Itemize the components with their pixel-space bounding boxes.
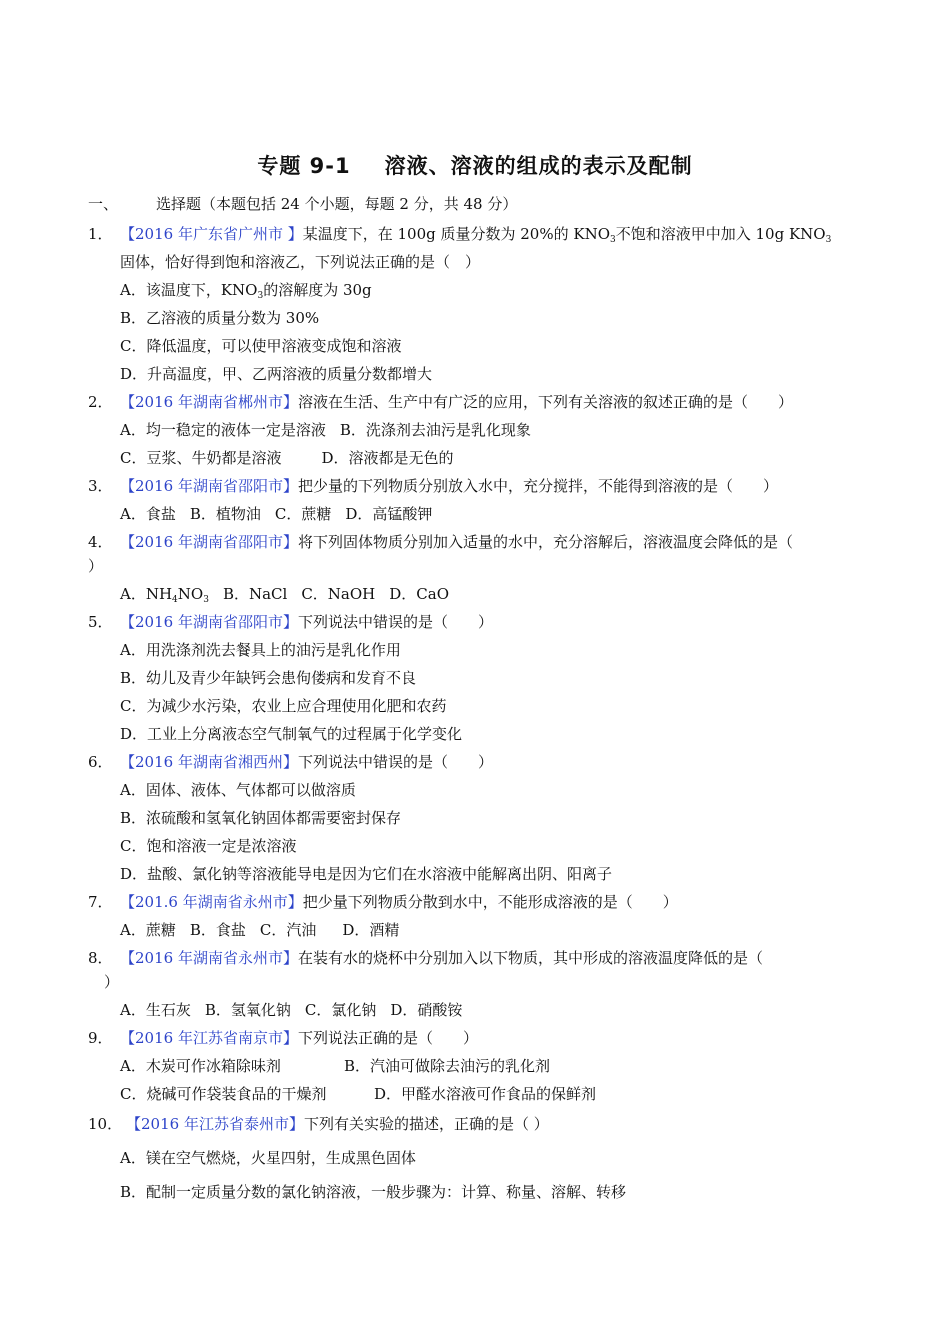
question-source: 【201.6 年湖南省永州市】	[120, 893, 303, 911]
question-stem: 下列说法中错误的是（ ）	[297, 613, 493, 631]
question-1-continuation: 固体，恰好得到饱和溶液乙，下列说法正确的是（ ）	[120, 253, 481, 271]
option-b: B．配制一定质量分数的氯化钠溶液，一般步骤为：计算、称量、溶解、转移	[120, 1183, 627, 1201]
question-stem: 下列有关实验的描述，正确的是（ ）	[303, 1115, 549, 1133]
options-row	[120, 504, 432, 524]
question-1	[88, 224, 831, 244]
option-b: B．乙溶液的质量分数为 30%	[120, 309, 320, 327]
options-row	[120, 584, 449, 604]
question-source: 【2016 年湖南省邵阳市】	[120, 533, 298, 551]
option-c: C．饱和溶液一定是浓溶液	[120, 837, 297, 855]
option-c: C．为减少水污染，农业上应合理使用化肥和农药	[120, 697, 447, 715]
section-heading	[88, 194, 517, 214]
option-d: D．盐酸、氯化钠等溶液能导电是因为它们在水溶液中能解离出阴、阳离子	[120, 865, 613, 883]
option-c: C．NaOH	[301, 585, 376, 603]
question-6	[88, 752, 493, 772]
option-b: B．浓硫酸和氢氧化钠固体都需要密封保存	[120, 809, 402, 827]
question-8-close-paren: ）	[104, 973, 120, 991]
question-stem: 下列说法正确的是（ ）	[297, 1029, 478, 1047]
question-4	[88, 532, 793, 552]
question-stem: 下列说法中错误的是（ ）	[297, 753, 493, 771]
subscript: 3	[257, 291, 264, 301]
question-number: 1．	[88, 225, 113, 243]
option-text: 的溶解度为 30g	[263, 281, 372, 299]
option-c: C．蔗糖	[274, 505, 332, 523]
question-stem: 在装有水的烧杯中分别加入以下物质，其中形成的溶液温度降低的是（	[297, 949, 763, 967]
option-c: C．汽油	[259, 921, 317, 939]
option-d: D．酒精	[342, 921, 400, 939]
question-number: 6．	[88, 753, 113, 771]
question-number: 10．	[88, 1115, 123, 1133]
option-a: A．生石灰	[120, 1001, 191, 1019]
option-b: B．氢氧化钠	[204, 1001, 291, 1019]
question-8	[88, 948, 763, 968]
question-10	[88, 1114, 549, 1134]
question-stem-part: 不饱和溶液甲中加入 10g KNO	[615, 225, 826, 243]
options-row	[120, 1084, 596, 1104]
option-text: NO	[177, 585, 204, 603]
page-title	[0, 150, 950, 180]
question-2	[88, 392, 793, 412]
option-c: C．豆浆、牛奶都是溶液	[120, 449, 282, 467]
option-b: B．植物油	[189, 505, 261, 523]
question-source: 【2016 年广东省广州市 】	[120, 225, 303, 243]
question-source: 【2016 年湖南省邵阳市】	[120, 477, 298, 495]
section-text: 选择题（本题包括 24 个小题，每题 2 分，共 48 分）	[156, 195, 518, 213]
option-a: A．木炭可作冰箱除味剂	[120, 1057, 281, 1075]
question-number: 5．	[88, 613, 113, 631]
option-d: D．升高温度，甲、乙两溶液的质量分数都增大	[120, 365, 433, 383]
question-number: 8．	[88, 949, 113, 967]
question-stem: 将下列固体物质分别加入适量的水中，充分溶解后，溶液温度会降低的是（	[297, 533, 793, 551]
option-d: D．工业上分离液态空气制氧气的过程属于化学变化	[120, 725, 463, 743]
question-9	[88, 1028, 478, 1048]
option-b: B．洗涤剂去油污是乳化现象	[339, 421, 531, 439]
question-number: 4．	[88, 533, 113, 551]
option-a: A．蔗糖	[120, 921, 176, 939]
question-stem: 溶液在生活、生产中有广泛的应用，下列有关溶液的叙述正确的是（ ）	[297, 393, 793, 411]
option-a: A．用洗涤剂洗去餐具上的油污是乳化作用	[120, 641, 401, 659]
title-topic-number: 专题 9-1	[257, 154, 351, 178]
option-text: A．该温度下，KNO	[120, 281, 258, 299]
option-b: B．汽油可做除去油污的乳化剂	[344, 1057, 551, 1075]
question-source: 【2016 年湖南省郴州市】	[120, 393, 298, 411]
question-source: 【2016 年湖南省邵阳市】	[120, 613, 298, 631]
option-d: D．甲醛水溶液可作食品的保鲜剂	[374, 1085, 597, 1103]
option-b: B．幼儿及青少年缺钙会患佝偻病和发育不良	[120, 669, 417, 687]
option-text: A．NH	[120, 585, 173, 603]
question-number: 7．	[88, 893, 113, 911]
option-b: B．食盐	[189, 921, 246, 939]
question-7	[88, 892, 678, 912]
title-topic-name: 溶液、溶液的组成的表示及配制	[384, 154, 693, 178]
question-source: 【2016 年湖南省湘西州】	[120, 753, 298, 771]
question-3	[88, 476, 778, 496]
question-number: 3．	[88, 477, 113, 495]
question-5	[88, 612, 493, 632]
option-c: C．烧碱可作袋装食品的干燥剂	[120, 1085, 327, 1103]
option-c: C．降低温度，可以使甲溶液变成饱和溶液	[120, 337, 402, 355]
option-a: A．镁在空气燃烧，火星四射，生成黑色固体	[120, 1149, 416, 1167]
option-a: A．食盐	[120, 505, 176, 523]
subscript: 3	[610, 235, 616, 245]
question-source: 【2016 年江苏省南京市】	[120, 1029, 298, 1047]
option-c: C．氯化钠	[304, 1001, 377, 1019]
subscript: 4	[172, 595, 178, 605]
options-row	[120, 920, 399, 940]
subscript: 3	[203, 595, 209, 605]
option-b: B．NaCl	[222, 585, 288, 603]
option-d: D．CaO	[389, 585, 450, 603]
question-stem-part: 某温度下，在 100g 质量分数为 20%的 KNO	[302, 225, 610, 243]
question-number: 2．	[88, 393, 113, 411]
question-stem: 把少量的下列物质分别放入水中，充分搅拌，不能得到溶液的是（ ）	[297, 477, 778, 495]
question-source: 【2016 年江苏省泰州市】	[126, 1115, 304, 1133]
question-4-close-paren: ）	[88, 557, 104, 575]
option-d: D．溶液都是无色的	[321, 449, 454, 467]
subscript: 3	[825, 235, 832, 245]
options-row	[120, 1056, 550, 1076]
option-a	[120, 585, 209, 603]
question-stem: 把少量下列物质分散到水中，不能形成溶液的是（ ）	[302, 893, 678, 911]
options-row	[120, 1000, 462, 1020]
options-row	[120, 448, 454, 468]
options-row	[120, 420, 531, 440]
question-source: 【2016 年湖南省永州市】	[120, 949, 298, 967]
option-a	[120, 280, 372, 300]
option-d: D．硝酸铵	[390, 1001, 463, 1019]
option-d: D．高锰酸钾	[345, 505, 433, 523]
section-number: 一、	[88, 195, 119, 213]
question-number: 9．	[88, 1029, 113, 1047]
option-a: A．固体、液体、气体都可以做溶质	[120, 781, 356, 799]
option-a: A．均一稳定的液体一定是溶液	[120, 421, 326, 439]
